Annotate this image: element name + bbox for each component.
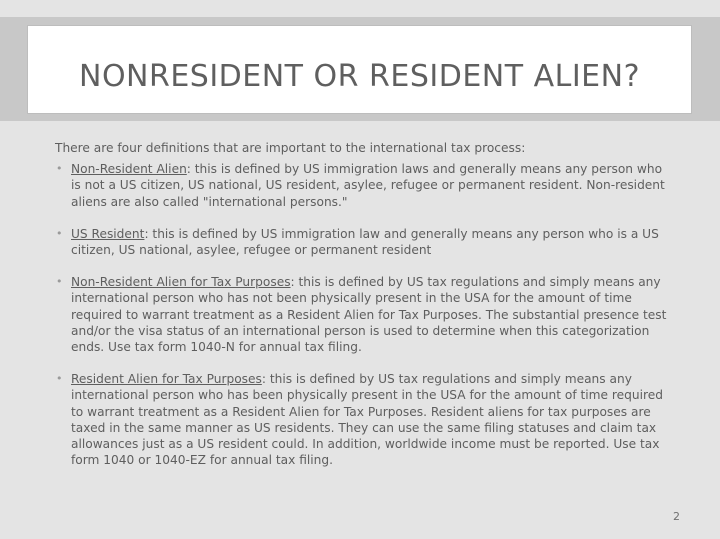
definition-text: : this is defined by US tax regulations and simply means any international person who has not been physically present in the USA for the amount of time required to warrant treatment as a Resident Alien for Tax Purposes. The substantial presence test and/or the visa status of an international person is used to determine when this categorization ends. Use tax form 1040-N for annual tax filing. [71, 275, 667, 355]
definition-item [55, 371, 675, 468]
page-number: 2 [673, 510, 680, 523]
definition-text: : this is defined by US immigration law and generally means any person who is a US citizen, US national, asylee, refugee or permanent resident [71, 226, 659, 258]
bullet-icon: • [56, 372, 63, 386]
bullet-icon: • [56, 226, 63, 240]
spacer [55, 355, 675, 371]
intro-text: There are four definitions that are important to the international tax process: [55, 141, 526, 155]
title-box [27, 25, 692, 114]
spacer [55, 210, 675, 226]
definition-item [55, 274, 675, 355]
definition-term: Non-Resident Alien [71, 162, 187, 177]
bullet-icon: • [56, 275, 63, 289]
slide-title: NONRESIDENT OR RESIDENT ALIEN? [79, 59, 640, 94]
definition-term: Non-Resident Alien for Tax Purposes [71, 275, 291, 290]
bullet-icon: • [56, 162, 63, 176]
definition-term: Resident Alien for Tax Purposes [71, 372, 262, 387]
definition-item [55, 226, 675, 258]
slide-content [55, 140, 675, 468]
definition-text: : this is defined by US tax regulations and simply means any international person who has been physically present in the USA for the amount of time required to warrant treatment as a Resident Alien for Tax Purposes. Resident aliens for tax purposes are taxed in the same manner as US residents. They can use the same filing statuses and claim tax allowances just as a US resident could. In addition, worldwide income must be reported. Use tax form 1040 or 1040-EZ for annual tax filing. [71, 372, 663, 468]
definition-text: : this is defined by US immigration laws and generally means any person who is not a US citizen, US national, US resident, asylee, refugee or permanent resident. Non-resident aliens are also called "international persons." [71, 162, 665, 209]
definition-term: US Resident [71, 226, 145, 241]
definition-item [55, 161, 675, 210]
spacer [55, 258, 675, 274]
